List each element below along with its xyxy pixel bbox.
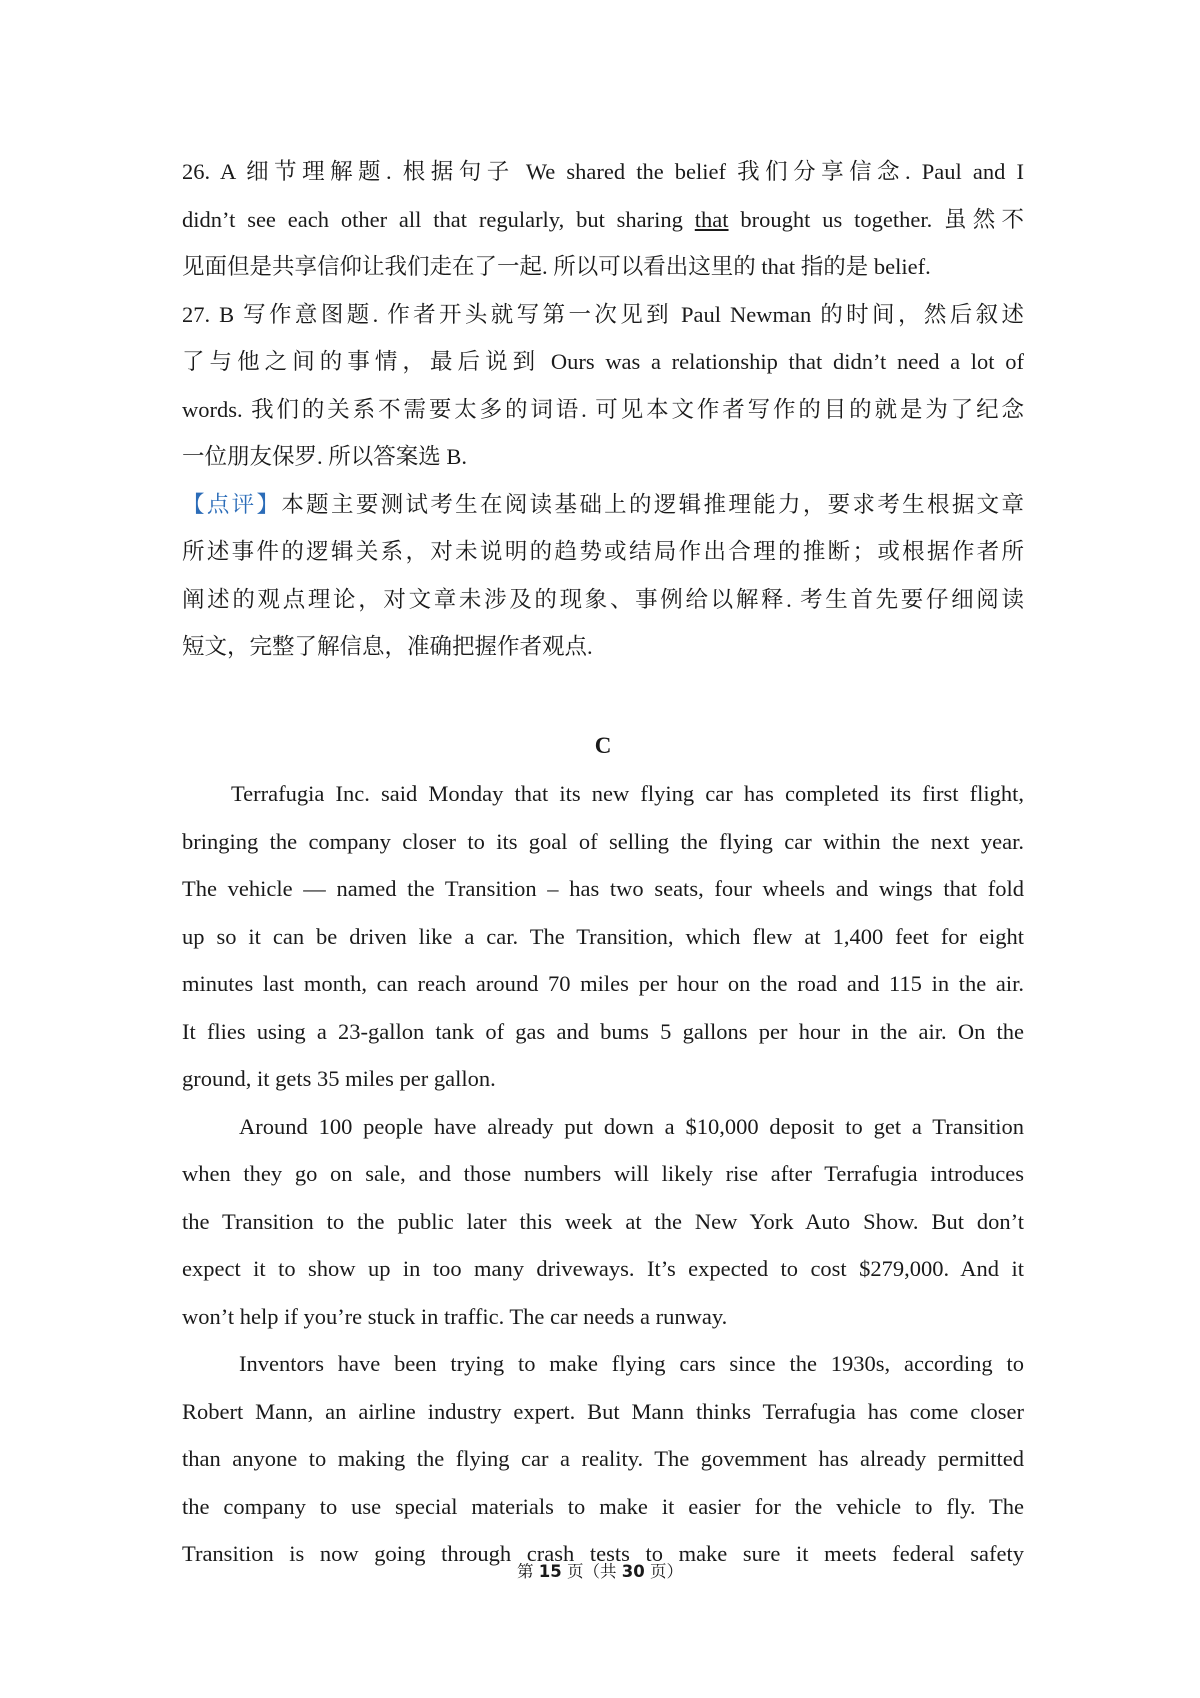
footer-middle: 页（共 (561, 1562, 622, 1581)
comment-block (182, 481, 1024, 671)
paragraph-1 (182, 770, 1024, 1103)
footer-suffix: 页） (644, 1562, 683, 1581)
comment-line-1-text: 本题主要测试考生在阅读基础上的逻辑推理能力，要求考生根据文章 (281, 491, 1024, 517)
answer-27-line-4: 一位朋友保罗. 所以答案选 B. (182, 444, 468, 469)
paragraph-3 (182, 1340, 1024, 1578)
answer-26-line-2-a: didn’t see each other all that regularly, but sharing (182, 206, 695, 232)
paragraph-line: The vehicle — named the Transition – has two seats, four wheels and wings that fold (182, 876, 1024, 901)
paragraph-line: won’t help if you’re stuck in traffic. The car needs a runway. (182, 1303, 728, 1329)
answer-27 (182, 291, 1024, 481)
footer-total-pages: 30 (621, 1562, 645, 1581)
passage-c (182, 770, 1024, 1578)
document-page (182, 148, 1024, 1566)
comment-line-2: 所述事件的逻辑关系，对未说明的趋势或结局作出合理的推断；或根据作者所 (182, 539, 1024, 564)
paragraph-line: the Transition to the public later this week at the New York Auto Show. But don’t (182, 1208, 1024, 1234)
comment-line-3: 阐述的观点理论，对文章未涉及的现象、事例给以解释. 考生首先要仔细阅读 (182, 586, 1024, 612)
paragraph-line: ground, it gets 35 miles per gallon. (182, 1066, 496, 1091)
paragraph-line: Around 100 people have already put down a $10,000 deposit to get a Transition (239, 1113, 1024, 1139)
section-heading: C (594, 733, 612, 758)
answer-26-line-2-b: brought us together. 虽然不 (728, 206, 1024, 232)
answer-26-line-3: 见面但是共享信仰让我们走在了一起. 所以可以看出这里的 that 指的是 belief. (182, 254, 931, 279)
paragraph-line: bringing the company closer to its goal of selling the flying car within the next year. (182, 828, 1024, 854)
answer-27-line-2: 了与他之间的事情，最后说到 Ours was a relationship that didn’t need a lot of (182, 349, 1024, 374)
paragraph-line: Terrafugia Inc. said Monday that its new flying car has completed its first flight, (231, 781, 1024, 806)
paragraph-2 (182, 1103, 1024, 1341)
paragraph-line: expect it to show up in too many driveways. It’s expected to cost $279,000. And it (182, 1256, 1024, 1281)
paragraph-line: Robert Mann, an airline industry expert. But Mann thinks Terrafugia has come closer (182, 1398, 1024, 1424)
answer-26-line-2 (182, 196, 1024, 244)
comment-line-1 (182, 481, 1024, 529)
underlined-that: that (694, 206, 729, 232)
answer-26-line-1: 26. A 细节理解题. 根据句子 We shared the belief 我们分享信念. Paul and I (182, 159, 1024, 184)
comment-tag: 【点评】 (182, 491, 282, 517)
paragraph-line: the company to use special materials to make it easier for the vehicle to fly. The (182, 1493, 1024, 1519)
answer-27-line-1: 27. B 写作意图题. 作者开头就写第一次见到 Paul Newman 的时间，然后叙述 (182, 301, 1024, 327)
answer-26 (182, 148, 1024, 291)
footer-page-number: 15 (538, 1562, 562, 1581)
footer-prefix: 第 (517, 1562, 539, 1581)
comment-line-4: 短文，完整了解信息，准确把握作者观点. (182, 634, 593, 659)
paragraph-line: than anyone to making the flying car a reality. The govemment has already permitted (182, 1446, 1024, 1471)
paragraph-line: Inventors have been trying to make flying cars since the 1930s, according to (239, 1351, 1024, 1376)
paragraph-line: when they go on sale, and those numbers will likely rise after Terrafugia introduces (182, 1161, 1024, 1186)
page-footer (0, 1558, 1200, 1582)
paragraph-line: Transition is now going through crash tests to make sure it meets federal safety (182, 1541, 1024, 1566)
paragraph-line: It flies using a 23-gallon tank of gas and bums 5 gallons per hour in the air. On the (182, 1018, 1024, 1044)
answer-27-line-3: words. 我们的关系不需要太多的词语. 可见本文作者写作的目的就是为了纪念 (182, 396, 1024, 422)
paragraph-line: minutes last month, can reach around 70 miles per hour on the road and 115 in the air. (182, 971, 1024, 996)
paragraph-line: up so it can be driven like a car. The Transition, which flew at 1,400 feet for eight (182, 923, 1024, 949)
